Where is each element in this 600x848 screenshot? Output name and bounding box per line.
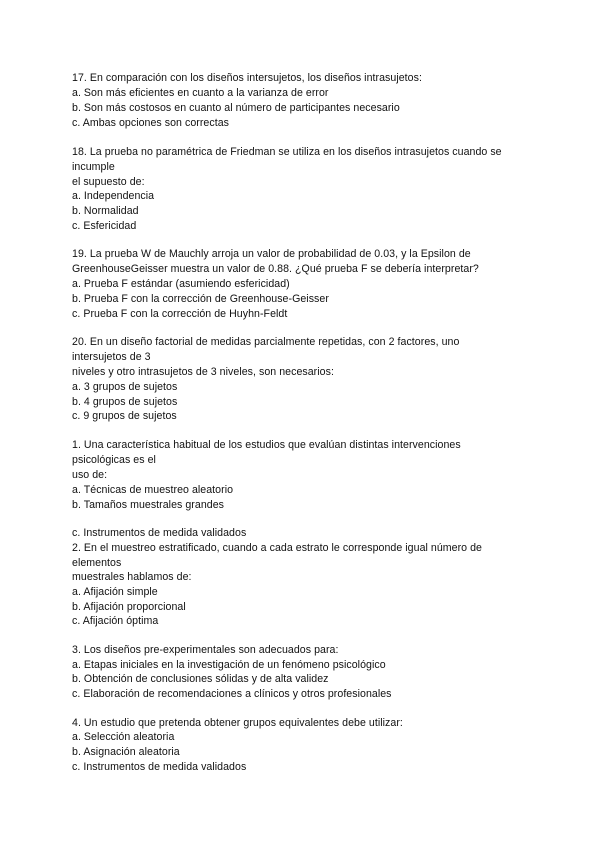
question-19-text: 19. La prueba W de Mauchly arroja un valor de probabilidad de 0.03, y la Epsilon de — [72, 248, 471, 260]
question-1-option-c: c. Instrumentos de medida validados — [72, 527, 247, 539]
question-18-text: 18. La prueba no paramétrica de Friedman se utiliza en los diseños intrasujetos cuando se — [72, 146, 502, 158]
question-20-option-c: c. 9 grupos de sujetos — [72, 410, 177, 422]
question-18-text-cont: el supuesto de: — [72, 176, 145, 188]
question-19-option-a: a. Prueba F estándar (asumiendo esfericidad) — [72, 278, 290, 290]
question-17-option-a: a. Son más eficientes en cuanto a la varianza de error — [72, 87, 329, 99]
question-19-option-b: b. Prueba F con la corrección de Greenhouse-Geisser — [72, 293, 329, 305]
question-20-text-cont: intersujetos de 3 — [72, 351, 151, 363]
question-17-option-b: b. Son más costosos en cuanto al número de participantes necesario — [72, 102, 400, 114]
question-20-option-b: b. 4 grupos de sujetos — [72, 396, 178, 408]
question-2-option-c: c. Afijación óptima — [72, 615, 159, 627]
question-20-option-a: a. 3 grupos de sujetos — [72, 381, 178, 393]
question-19-option-c: c. Prueba F con la corrección de Huyhn-Feldt — [72, 308, 288, 320]
question-4-option-c: c. Instrumentos de medida validados — [72, 761, 247, 773]
question-1-option-b: b. Tamaños muestrales grandes — [72, 499, 225, 511]
question-2-text-cont: elementos — [72, 557, 122, 569]
question-19-text-cont: GreenhouseGeisser muestra un valor de 0.88. ¿Qué prueba F se debería interpretar? — [72, 263, 479, 275]
question-4-text: 4. Un estudio que pretenda obtener grupos equivalentes debe utilizar: — [72, 717, 403, 729]
question-2-text: 2. En el muestreo estratificado, cuando a cada estrato le corresponde igual número de — [72, 542, 482, 554]
question-4-option-a: a. Selección aleatoria — [72, 731, 175, 743]
question-20-text-cont: niveles y otro intrasujetos de 3 niveles, son necesarios: — [72, 366, 334, 378]
question-17-text: 17. En comparación con los diseños intersujetos, los diseños intrasujetos: — [72, 72, 422, 84]
question-3-option-b: b. Obtención de conclusiones sólidas y de alta validez — [72, 673, 329, 685]
question-18-option-c: c. Esfericidad — [72, 220, 137, 232]
question-20-text: 20. En un diseño factorial de medidas parcialmente repetidas, con 2 factores, uno — [72, 336, 460, 348]
question-2-option-b: b. Afijación proporcional — [72, 601, 186, 613]
question-3-text: 3. Los diseños pre-experimentales son adecuados para: — [72, 644, 339, 656]
question-1-text-cont: psicológicas es el — [72, 454, 156, 466]
question-2-option-a: a. Afijación simple — [72, 586, 158, 598]
question-1-text-cont: uso de: — [72, 469, 108, 481]
question-4-option-b: b. Asignación aleatoria — [72, 746, 180, 758]
question-1-text: 1. Una característica habitual de los estudios que evalúan distintas intervenciones — [72, 439, 461, 451]
question-3-option-a: a. Etapas iniciales en la investigación de un fenómeno psicológico — [72, 659, 386, 671]
question-17-option-c: c. Ambas opciones son correctas — [72, 117, 230, 129]
question-2-text-cont: muestrales hablamos de: — [72, 571, 192, 583]
question-18-text-cont: incumple — [72, 161, 115, 173]
question-3-option-c: c. Elaboración de recomendaciones a clínicos y otros profesionales — [72, 688, 392, 700]
question-18-option-a: a. Independencia — [72, 190, 155, 202]
question-18-option-b: b. Normalidad — [72, 205, 139, 217]
question-1-option-a: a. Técnicas de muestreo aleatorio — [72, 484, 234, 496]
